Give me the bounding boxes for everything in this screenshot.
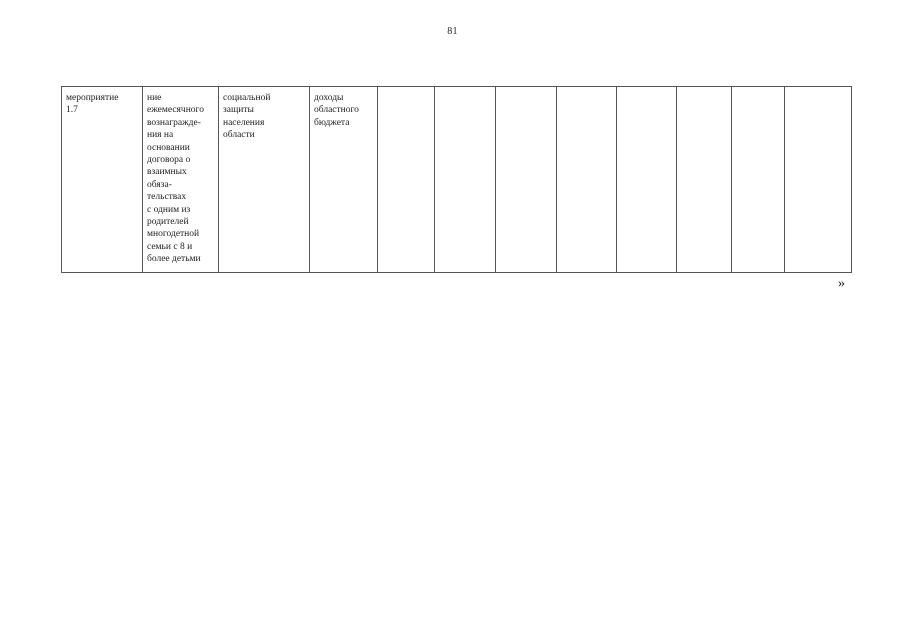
table-cell-activity-number: мероприятие 1.7 xyxy=(62,87,143,273)
table-row xyxy=(62,87,852,273)
table-cell-empty xyxy=(557,87,617,273)
table-cell-empty xyxy=(677,87,732,273)
table-cell-funding-source: доходы областного бюджета xyxy=(310,87,378,273)
table-cell-activity-description: ние ежемесячного вознагражде- ния на основании договора о взаимных обяза- тельствах с одним из родителей многодетной семьи с 8 и более детьми xyxy=(143,87,219,273)
document-table xyxy=(61,86,852,273)
table-cell-empty xyxy=(435,87,496,273)
table-cell-empty xyxy=(496,87,557,273)
page-number: 81 xyxy=(447,26,458,37)
table-cell-empty xyxy=(378,87,435,273)
table-cell-responsible: социальной защиты населения области xyxy=(219,87,310,273)
table-cell-empty xyxy=(785,87,852,273)
table-cell-empty xyxy=(732,87,785,273)
table-cell-empty xyxy=(617,87,677,273)
closing-quote-mark: » xyxy=(838,276,845,291)
